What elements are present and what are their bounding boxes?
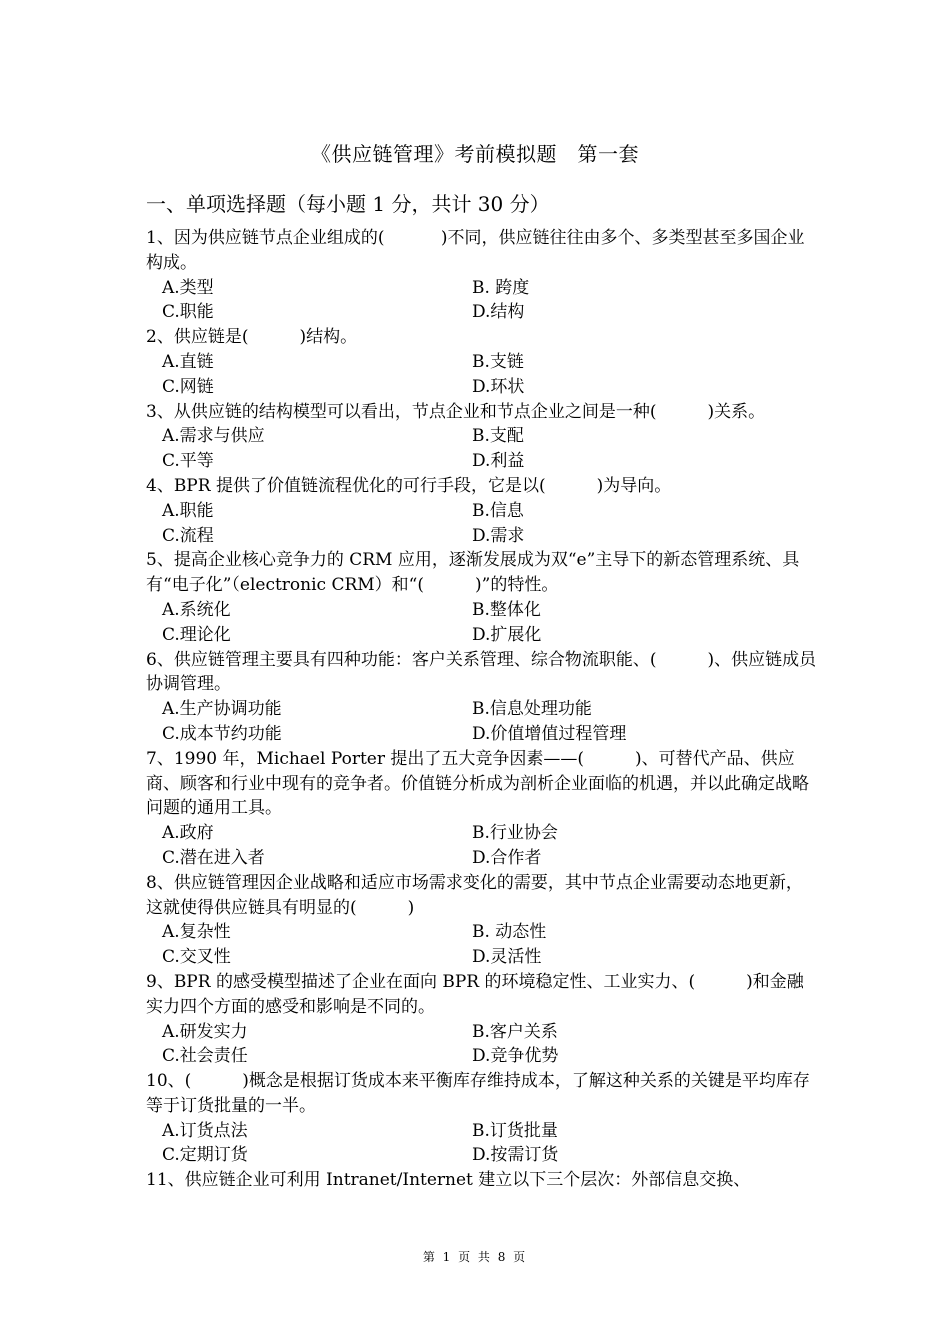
question-stem: 11、供应链企业可利用 Intranet/Internet 建立以下三个层次：外部信息交换、 [146,1170,751,1191]
page-footer: 第 1 页 共 8 页 [422,1250,528,1264]
question-stem: 2、供应链是( )结构。 [146,327,358,348]
option-b: B. 动态性 [472,922,547,943]
option-row [146,499,818,524]
question-stem: 6、供应链管理主要具有四种功能：客户关系管理、综合物流职能、( )、供应链成员协调管理。 [146,649,817,695]
option-row [146,300,818,325]
option-c: C.理论化 [162,624,231,645]
option-row [146,623,818,648]
option-d: D.需求 [472,525,525,546]
question-item [146,1168,818,1193]
option-row [146,846,818,871]
question-stem: 3、从供应链的结构模型可以看出，节点企业和节点企业之间是一种( )关系。 [146,401,766,422]
document-title: 《供应链管理》考前模拟题 第一套 [311,142,639,166]
option-c: C.平等 [162,451,214,472]
option-row [146,524,818,549]
option-row [146,350,818,375]
option-c: C.社会责任 [162,1046,248,1067]
option-b: B. 跨度 [472,277,530,298]
question-stem: 7、1990 年，Michael Porter 提出了五大竞争因素——( )、可替代产品、供应商、顾客和行业中现有的竞争者。价值链分析成为剖析企业面临的机遇，并以此确定战略问题的通用工具。 [146,748,809,819]
option-a: A.直链 [162,351,214,372]
option-d: D.结构 [472,302,525,323]
question-item [146,474,818,548]
option-row [146,424,818,449]
option-c: C.潜在进入者 [162,847,265,868]
option-row [146,945,818,970]
option-b: B.客户关系 [472,1021,558,1042]
option-c: C.职能 [162,302,214,323]
option-a: A.职能 [162,500,214,521]
question-stem: 1、因为供应链节点企业组成的( )不同，供应链往往由多个、多类型甚至多国企业构成。 [146,228,805,273]
option-d: D.价值增值过程管理 [472,723,627,744]
option-a: A.系统化 [162,599,231,620]
option-row [146,1119,818,1144]
option-c: C.交叉性 [162,947,231,968]
question-item [146,1069,818,1168]
question-stem: 8、供应链管理因企业战略和适应市场需求变化的需要，其中节点企业需要动态地更新，这就使得供应链具有明显的( ) [146,872,803,918]
question-stem: 10、( )概念是根据订货成本来平衡库存维持成本，了解这种关系的关键是平均库存等于订货批量的一半。 [146,1071,810,1116]
option-row [146,920,818,945]
option-row [146,276,818,301]
option-row [146,697,818,722]
question-item [146,400,818,474]
option-b: B.信息 [472,500,524,521]
question-stem: 4、BPR 提供了价值链流程优化的可行手段，它是以( )为导向。 [146,475,672,496]
question-item [146,871,818,970]
option-d: D.按需订货 [472,1145,559,1166]
question-item [146,226,818,325]
option-row [146,1020,818,1045]
option-a: A.复杂性 [162,922,231,943]
option-d: D.环状 [472,376,525,397]
section-title: 一、单项选择题（每小题 1 分，共计 30 分） [146,192,550,216]
option-row [146,449,818,474]
question-stem: 5、提高企业核心竞争力的 CRM 应用，逐渐发展成为双“e”主导下的新态管理系统、具有“电子化”（electronic CRM）和“( )”的特性。 [146,550,800,596]
question-item [146,747,818,871]
option-row [146,821,818,846]
option-a: A.订货点法 [162,1120,248,1141]
option-row [146,1143,818,1168]
option-d: D.合作者 [472,847,542,868]
question-item [146,548,818,647]
question-list [146,226,818,1193]
option-c: C.网链 [162,376,214,397]
option-d: D.利益 [472,451,525,472]
option-b: B.支链 [472,351,524,372]
question-item [146,648,818,747]
option-d: D.竞争优势 [472,1046,559,1067]
option-row [146,375,818,400]
option-d: D.灵活性 [472,947,542,968]
option-a: A.类型 [162,277,214,298]
option-b: B.信息处理功能 [472,699,592,720]
option-c: C.成本节约功能 [162,723,282,744]
option-row [146,598,818,623]
option-row [146,722,818,747]
option-a: A.需求与供应 [162,426,265,447]
option-c: C.定期订货 [162,1145,248,1166]
option-b: B.订货批量 [472,1120,558,1141]
question-item [146,325,818,399]
question-stem: 9、BPR 的感受模型描述了企业在面向 BPR 的环境稳定性、工业实力、( )和金融实力四个方面的感受和影响是不同的。 [146,971,804,1017]
option-b: B.支配 [472,426,524,447]
option-a: A.研发实力 [162,1021,248,1042]
option-b: B.行业协会 [472,823,558,844]
option-c: C.流程 [162,525,214,546]
option-d: D.扩展化 [472,624,542,645]
option-row [146,1044,818,1069]
option-a: A.生产协调功能 [162,699,282,720]
option-a: A.政府 [162,823,214,844]
option-b: B.整体化 [472,599,541,620]
question-item [146,970,818,1069]
